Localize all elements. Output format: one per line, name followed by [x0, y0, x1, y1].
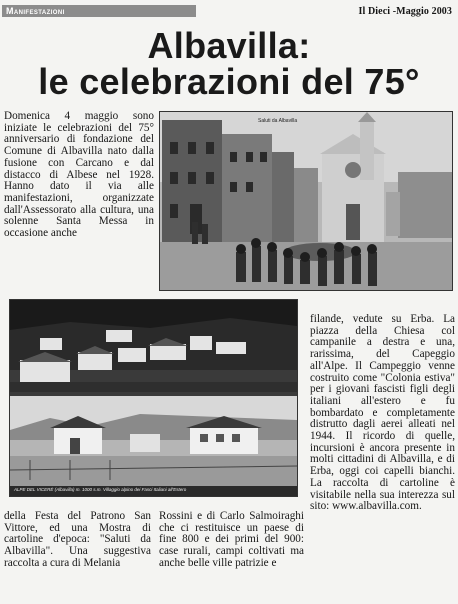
article-intro-text: Domenica 4 maggio sono iniziate le celebrazioni del 75° anniversario di fondazione del Comune di Albavilla nato dalla fusione con Carcano e dal distacco di Albese nel 1928. Hanno dato il via alle manifestazioni, organizzate dall'Assessorato alla cultura, una solenne Santa Messa in occasione anche: [4, 110, 154, 240]
issue-date: Il Dieci -Maggio 2003: [358, 6, 452, 17]
article-intro-column: [4, 111, 154, 298]
postcard-caption-top: Saluti da Albavilla: [258, 118, 298, 124]
postcard-caption-bottom: ALPE DEL VICERÈ (Albavilla) m. 1000 s.m. Villaggio alpino dei Fasci Italiani all'Estero: [14, 487, 187, 492]
headline-line-1: Albavilla:: [147, 25, 311, 66]
article-bottom-column-2: [159, 511, 304, 597]
article-right-column: [310, 314, 455, 604]
article-bottom-text-1: della Festa del Patrono San Vittore, ed una Mostra di cartoline d'epoca: "Saluti da Albavilla". Una suggestiva raccolta a cura di Melania: [4, 510, 151, 569]
headline-line-2: le celebrazioni del 75°: [38, 61, 420, 102]
article-right-text: filande, vedute su Erba. La piazza della Chiesa col campanile a destra e una, rarissima, del Capeggio all'Alpe. Il Campeggio venne costruito come "Colonia estiva" per i giovani fascisti figli degli italiani all'estero e fu bombardato e completamente distrutto dagli aerei alleati nel 1944. Il ricordo di quelle, incursioni è ancora presente in molti cittadini di Albavilla, e di Erba, oggi coi capelli bianchi. La raccolta di cartoline è visitabile nella sua interezza sul sito: www.albavilla.com.: [310, 313, 455, 513]
postcard-photo-piazza: [159, 111, 453, 291]
article-bottom-text-2: Rossini e di Carlo Salmoiraghi che ci restituisce un paese di fine 800 e dei primi del 900: case rurali, campi coltivati ma anche belle ville patrizie e: [159, 510, 304, 569]
postcard-photo-alpe: [9, 299, 298, 497]
article-bottom-column-1: [4, 511, 151, 597]
section-label: Manifestazioni: [2, 5, 196, 17]
